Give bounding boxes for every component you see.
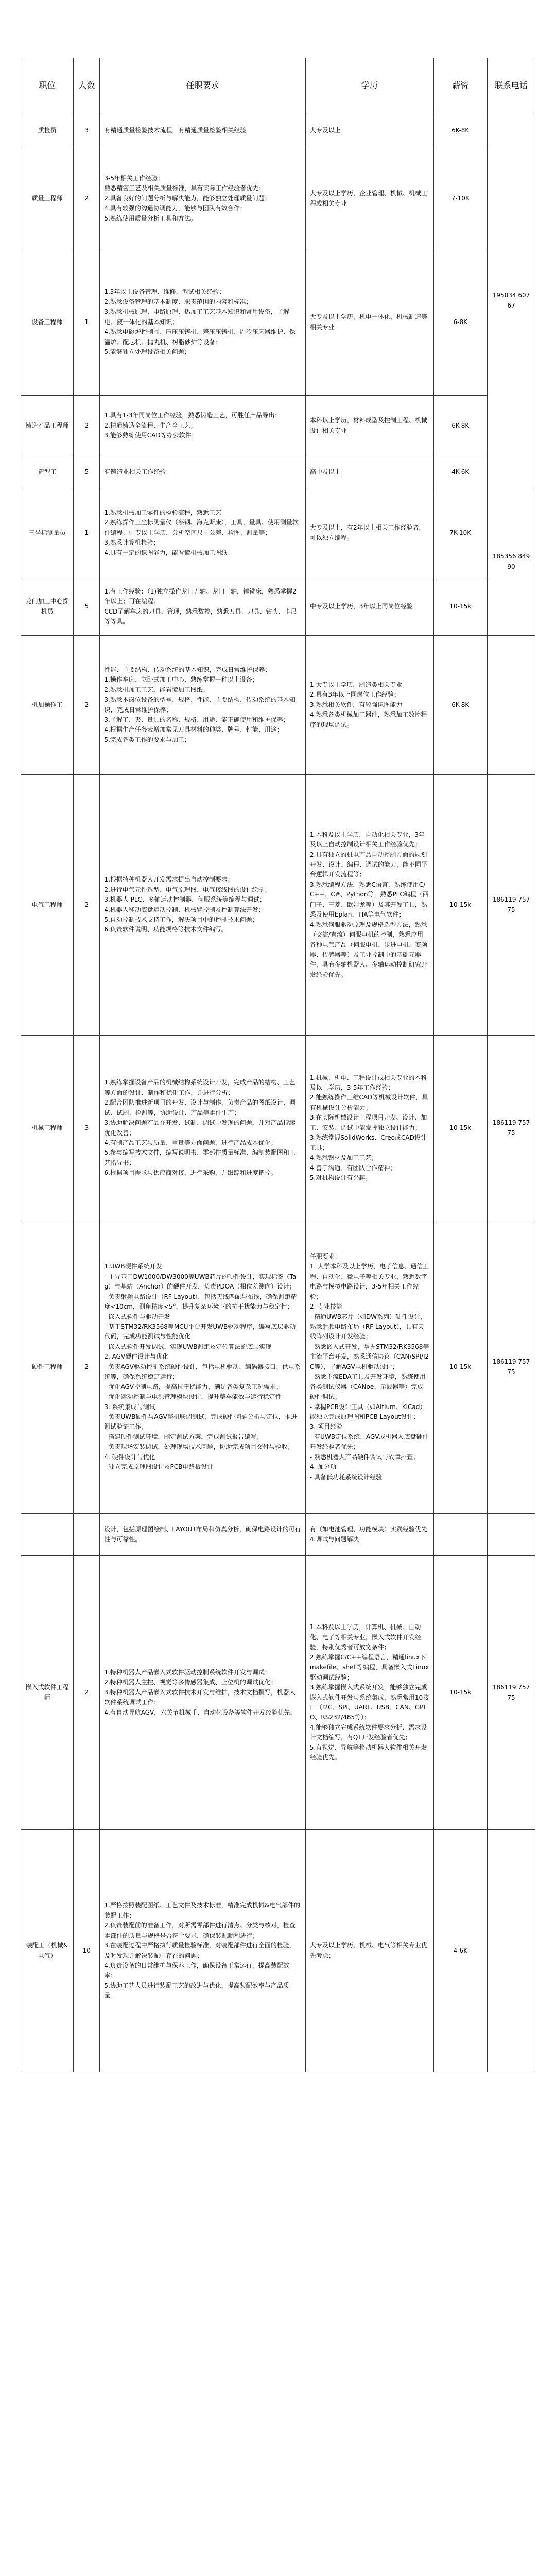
cell-count: 5 <box>74 456 100 488</box>
requirement-line: 3-5年相关工作经验； <box>104 174 164 182</box>
education-line: 3.在实际机械设计工程项目开发、设计、加工、安装、调试中能发挥独立设计能力； <box>309 1114 427 1131</box>
requirement-line: 3.在装配过程中严格执行质量检验标准，对装配部件进行全面的检验，及时发现并解决装配中存在的问题； <box>104 1942 296 1959</box>
header-phone: 联系电话 <box>488 58 535 113</box>
cell-education <box>305 113 433 148</box>
education-line: 有（如电池管理、功能模块）实践经验优先 <box>309 1526 427 1533</box>
cell-phone <box>488 1514 535 1556</box>
cell-education <box>305 1514 433 1556</box>
requirement-line: - 嵌入式软件开发调试，实现UWB测距及定位算法的底层实现 <box>104 1343 272 1350</box>
education-line: 3. 项目经验 <box>309 1423 343 1431</box>
education-line: - 有UWB定位系统、AGV或机器人底盘硬件开发经验者优先； <box>309 1433 429 1451</box>
education-line: 4.能够独立完成系统软件要求分析、需求设计文档编写，有QT开发经验者优先； <box>309 1723 427 1741</box>
cell-requirements <box>100 148 306 249</box>
requirement-line: 2. AGV硬件设计与优化 <box>104 1353 169 1361</box>
requirement-line: 1.严格按照装配图纸、工艺文件及技术标准，精准完成机械&电气部件的装配工作； <box>104 1902 301 1919</box>
table-row <box>21 1556 535 1830</box>
cell-count: 1 <box>74 249 100 396</box>
requirement-line: - 搭建硬件测试环境，制定测试方案，完成测试报告编写； <box>104 1433 263 1440</box>
cell-position: 嵌入式软件工程师 <box>21 1556 74 1830</box>
education-line: 2.能熟练操作三维CAD等机械设计软件，具有机械设计分析能力； <box>309 1094 428 1111</box>
table-header-row <box>21 58 535 113</box>
cell-phone: 186119 75775 <box>488 1556 535 1830</box>
requirement-line: CCD了解车床的刀具、管理，熟悉数控，熟悉刀具、刀具、钻头、卡尺等等具。 <box>104 607 297 625</box>
cell-count: 1 <box>74 488 100 578</box>
education-line: 3.熟练掌握SolidWorks、Creo或CAD设计工具； <box>309 1134 427 1151</box>
cell-education <box>305 636 433 775</box>
education-line: 4.善于沟通、有团队合作精神； <box>309 1164 396 1172</box>
requirement-line: 4.有制产品工艺与质量、重量等方面问题，进行产品成本优化； <box>104 1139 277 1146</box>
requirement-line: 3.能够熟练使用CAD等办公软件； <box>104 432 198 439</box>
cell-position: 硬件工程师 <box>21 1221 74 1514</box>
requirement-line: 3.特种机器人产品嵌入式软件技术开发与维护，技术文档撰写，机器人软件系统调试工作； <box>104 1688 296 1706</box>
requirement-line: 1.有工作经验：（1)独立操作龙门五轴、龙门三轴，镗铣床，熟悉掌握2年以上；可在编程、 <box>104 587 297 605</box>
requirement-line: 3.了解工、夹、量具的名称、规格、用途、能正确使用和维护保养； <box>104 716 289 723</box>
cell-salary: 10-15k <box>433 1036 488 1221</box>
cell-requirements <box>100 113 306 148</box>
education-line: 2.具有独立的机电产品自动控制方面的规划开发、设计、编程、调试的能力，能不同平台逻辑开发流程等； <box>309 851 427 878</box>
cell-position: 设备工程师 <box>21 249 74 396</box>
cell-requirements <box>100 1514 306 1556</box>
cell-phone: 186119 75775 <box>488 1221 535 1514</box>
cell-requirements <box>100 249 306 396</box>
table-row <box>21 1514 535 1556</box>
education-line: 5.有视觉、导航等移动机器人软件相关开发经验优先。 <box>309 1743 427 1761</box>
cell-salary: 6K-8K <box>433 636 488 775</box>
cell-salary: 10-15k <box>433 775 488 1036</box>
education-line: 中专及以上学历，3年以上同岗位经验 <box>309 602 413 610</box>
education-line: 大专及以上学历，企业管理、机械、机械工程或相关专业 <box>309 190 427 207</box>
education-line: 4.熟悉伺服驱动原理及规格选型方法，熟悉（交流/直流）伺服电机的控制，熟悉应用各种电气产品（伺服电机、步进电机、变频器、传感器等）及工业控制中的基础元器件，具有多轴机器人、多轴运动控制研究开发经验优先。 <box>309 921 427 978</box>
cell-salary: 7-10K <box>433 148 488 249</box>
header-requirements: 任职要求 <box>100 58 306 113</box>
cell-count: 2 <box>74 1556 100 1830</box>
requirement-line: - 负责UWB硬件与AGV整机联调测试，完成硬件问题分析与定位，推进测试验证工作； <box>104 1413 297 1431</box>
requirement-line: 4. 硬件设计与优化 <box>104 1453 155 1461</box>
cell-salary: 10-15k <box>433 578 488 636</box>
requirement-line: - 优化运动控制与电源管理模块设计，提升整车能效与运行稳定性 <box>104 1393 282 1401</box>
job-listing-container <box>21 58 535 2072</box>
education-line: 1.本科及以上学历，计算机、机械、自动化、电子等相关专业，嵌入式软件开发经验，特别优秀者可放宽条件； <box>309 1623 421 1651</box>
cell-position <box>21 1514 74 1556</box>
education-line: - 熟悉主流EDA工具及开发环境，熟练使用各类测试仪器（CANoe、示波器等）完成硬件调试； <box>309 1373 426 1401</box>
requirement-line: 3.熟悉本岗位设备的型号、规格、性能、主要结构、传动系统的基本知识，完成日常维护保养； <box>104 696 296 714</box>
education-line: 3.熟练掌握嵌入式系统开发，能够独立完成嵌入式软件开发与系统集成，熟悉常用10接口（I2C、SPI、UART、USB、CAN、GPIO、RS232/485等）； <box>309 1684 429 1721</box>
requirement-line: 1.熟练掌握设备产品的机械结构系统设计开发，完成产品的结构、工艺等方面的设计、制作和优化工作，并进行分析； <box>104 1079 296 1096</box>
cell-requirements <box>100 396 306 456</box>
cell-position: 龙门加工中心操机员 <box>21 578 74 636</box>
table-row <box>21 396 535 456</box>
requirement-line: 4.有自动导航AGV，六关节机械手、自动化设备等软件开发经验优先。 <box>104 1708 297 1716</box>
requirement-line: 1.UWB硬件系统开发 <box>104 1263 162 1270</box>
table-row <box>21 775 535 1036</box>
requirement-line: 4.机器人移动底盘运动控制、机械臂控制及控制算法开发； <box>104 906 265 913</box>
requirement-line: 5.熟练使用质量分析工具和方法。 <box>104 214 197 222</box>
cell-count: 2 <box>74 396 100 456</box>
requirement-line: 1.操作车床、立卧式加工中心、熟练掌握一种以上设备； <box>104 676 258 684</box>
education-line: 大专及以上学历，机械、电气等相关专业优先考虑； <box>309 1942 427 1959</box>
cell-education <box>305 148 433 249</box>
cell-phone <box>488 1830 535 2072</box>
education-line: 4.熟悉各类机械加工器件，熟悉加工数控程序的现场调试。 <box>309 711 427 728</box>
table-row <box>21 636 535 775</box>
education-line: - 熟悉机器人产品硬件调试与故障排查； <box>309 1453 420 1461</box>
education-line: - 精通UWB芯片（如DW系列）硬件设计，熟悉射频电路布局（RF Layout），具有天线阵列设计开发经验； <box>309 1313 427 1341</box>
cell-requirements <box>100 1036 306 1221</box>
requirement-line: - 独立完成原理图设计及PCB电路板设计 <box>104 1463 214 1471</box>
cell-requirements <box>100 578 306 636</box>
requirement-line: - 基于STM32/RK3568等MCU平台开发UWB驱动程序，编写底层驱动代码，完成功能测试与性能优化 <box>104 1323 296 1341</box>
cell-salary: 6K-8K <box>433 396 488 456</box>
education-line: 4. 加分项 <box>309 1463 337 1471</box>
cell-phone: 186119 75775 <box>488 1036 535 1221</box>
requirement-line: 3.机器人 PLC、多轴运动控制器、伺服系统等编程与调试； <box>104 896 266 904</box>
cell-count <box>74 1514 100 1556</box>
table-row <box>21 456 535 488</box>
requirement-line: 3. 系统集成与测试 <box>104 1403 155 1411</box>
table-row <box>21 249 535 396</box>
cell-position: 装配工（机械&电气） <box>21 1830 74 2072</box>
requirement-line: - 主导基于DW1000/DW3000等UWB芯片的硬件设计，实现标签（Tag）与基站（Anchor）的硬件开发，负责PDOA（相位差测向）设计； <box>104 1273 297 1291</box>
education-line: 2.具有3年以上同岗位工作经验； <box>309 691 401 699</box>
cell-education <box>305 456 433 488</box>
education-line: 4.调试与问题解决 <box>309 1535 359 1543</box>
cell-education <box>305 578 433 636</box>
cell-count: 3 <box>74 113 100 148</box>
cell-education <box>305 1556 433 1830</box>
cell-salary: 10-15k <box>433 1221 488 1514</box>
education-line: 大专及以上，有2年以上相关工作经验者，可以独立编程。 <box>309 524 425 541</box>
requirement-line: 2.熟练操作三坐标测量仪（蔡钢、海克斯康），工具，量具、使用测量软件编程、中专以上学历，分析空间尺寸公差、检图、测量等； <box>104 519 299 536</box>
education-line: 4.熟悉钢材及加工工艺； <box>309 1154 378 1162</box>
requirement-line: 有精通质量检验技术流程，有精通质量检验相关经验 <box>104 126 247 134</box>
table-row <box>21 1830 535 2072</box>
cell-education <box>305 488 433 578</box>
education-line: 1.本科及以上学历，自动化相关专业，3年及以上自动控制设计相关工作经验优先； <box>309 831 425 849</box>
cell-salary <box>433 1514 488 1556</box>
cell-education <box>305 1830 433 2072</box>
header-salary: 薪资 <box>433 58 488 113</box>
cell-requirements <box>100 1556 306 1830</box>
education-line: 大专及以上学历，机电一体化，机械制造等相关专业 <box>309 313 427 331</box>
education-line: 高中及以上 <box>309 468 341 476</box>
requirement-line: 3.熟悉机械原理、电路原理、热加工工艺基本知识和常用设备，了解电、液一体化的基本知识； <box>104 308 289 326</box>
cell-phone <box>488 636 535 775</box>
cell-salary: 4-6K <box>433 1830 488 2072</box>
cell-count: 5 <box>74 578 100 636</box>
education-line: - 具备低功耗系统设计经验 <box>309 1473 383 1481</box>
header-education: 学历 <box>305 58 433 113</box>
cell-position: 电气工程师 <box>21 775 74 1036</box>
requirement-line: - 嵌入式软件与驱动开发 <box>104 1313 170 1320</box>
cell-requirements <box>100 1830 306 2072</box>
cell-count: 3 <box>74 1036 100 1221</box>
header-count: 人数 <box>74 58 100 113</box>
requirement-line: 1.具有1-3年同岗位工作经验，熟悉铸造工艺，可胜任产品导出； <box>104 412 281 419</box>
requirement-line: 5.完成各类工作的要求与加工； <box>104 736 190 743</box>
requirement-line: 4.具有一定的识图能力，能看懂机械加工图纸 <box>104 549 228 556</box>
education-line: 2. 专业技能 <box>309 1303 343 1311</box>
cell-salary: 10-15k <box>433 1556 488 1830</box>
requirement-line: 4.负责设备的日常维护与保养工作，确保设备正常运行，提高装配效率； <box>104 1961 289 1979</box>
education-line: 3.熟悉相关软件，有较强识图能力 <box>309 701 403 708</box>
requirement-line: 6.根据项目需求与供应商对接，进行采购，并跟踪和进度把控。 <box>104 1169 277 1177</box>
table-row <box>21 113 535 148</box>
table-row <box>21 148 535 249</box>
cell-position: 机械工程师 <box>21 1036 74 1221</box>
cell-count: 2 <box>74 775 100 1036</box>
education-line: 1.机械、机电、工程设计或相关专业的本科及以上学历，3-5年工作经验； <box>309 1074 427 1092</box>
education-line: 1.大专以上学历，制造类相关专业 <box>309 681 403 688</box>
cell-position: 质检员 <box>21 113 74 148</box>
cell-position: 铸造产品工程师 <box>21 396 74 456</box>
education-line: - 掌握PCB设计工具（如Altium、KiCad），能独立完成原理图和PCB Layout设计； <box>309 1403 429 1420</box>
requirement-line: 5.参与编写技术文件，编写说明书、零部件质量标准、编制装配图和工艺指导书； <box>104 1149 296 1166</box>
cell-education <box>305 249 433 396</box>
job-table <box>21 58 535 2072</box>
table-row <box>21 1036 535 1221</box>
education-line: 5.对机构设计有兴趣。 <box>309 1174 372 1181</box>
requirement-line: 1.根据特种机器人开发需求提出自动控制要求； <box>104 876 234 884</box>
requirement-line: 5.协助工艺人员进行装配工艺的改进与优化，提高装配效率与产品质量。 <box>104 1981 289 1999</box>
requirement-line: - 负责AGV驱动控制系统硬件设计，包括电机驱动、编码器接口、供电系统等，确保系统稳定运行； <box>104 1363 301 1381</box>
table-row <box>21 488 535 578</box>
requirement-line: 有铸造业相关工作经验 <box>104 468 166 476</box>
requirement-line: 5.自动控制技术支持工作，解决项目中的控制技术问题； <box>104 916 258 923</box>
cell-phone: 186119 75775 <box>488 775 535 1036</box>
education-line: 2.熟练掌握C/C++编程语言，精通linux下makefile、shell等编程，具备嵌入式Linux驱动调试经验； <box>309 1653 429 1681</box>
cell-position: 造型工 <box>21 456 74 488</box>
requirement-line: 2.熟悉设备管理的基本制度、职责范围的内容和标准； <box>104 298 252 306</box>
requirement-line: 2.负责装配前的准备工作，对所需零部件进行清点、分类与核对，检查零部件的质量与规格是否符合要求，确保装配顺利进行； <box>104 1922 296 1939</box>
requirement-line: 2.精通铸造全流程、生产全工艺； <box>104 421 197 429</box>
education-line: 任职要求： <box>309 1252 341 1260</box>
cell-salary: 4K-6K <box>433 456 488 488</box>
requirement-line: 5.能够独立处理设备相关问题； <box>104 348 190 356</box>
requirement-line: 熟悉精密工艺及相关质量标准，具有实际工作经验者优先； <box>104 184 265 192</box>
requirement-line: 1.3年以上设备管理、维修、调试相关经验； <box>104 288 225 296</box>
requirement-line: - 负责现场安装调试，处理现场技术问题，协助完成项目交付与验收； <box>104 1443 294 1451</box>
requirement-line: 4.熟悉电磁炉控制阀、压压压铸机、差压压铸机、周冷压床器维护、保温炉、配芯机、抛丸机、树脂砂炉等设备； <box>104 328 296 346</box>
cell-position: 三坐标测量员 <box>21 488 74 578</box>
education-line: 本科以上学历，材料成型及控制工程、机械设计相关专业 <box>309 417 427 434</box>
cell-requirements <box>100 1221 306 1514</box>
cell-requirements <box>100 456 306 488</box>
cell-count: 2 <box>74 1221 100 1514</box>
requirement-line: 性能、主要结构、传动系统的基本知识，完成日常维护保养； <box>104 666 271 673</box>
requirement-line: 2.熟悉机加工工艺，能看懂加工图纸； <box>104 686 209 693</box>
cell-phone: 195034 60767 <box>488 113 535 488</box>
education-line: 3.熟悉编程方法，熟悉C语言，熟练使用C/C++、C#、Python等，熟悉PLC编程（西门子、三菱、欧姆龙等）及其开发工具，熟悉及使用Eplan、TIA等电气软件； <box>309 880 429 919</box>
education-line: - 熟悉嵌入式开发，掌握STM32/RK3568等主流平台开发，熟悉通信协议（CAN/SPI/I2C等），了解AGV电机驱动设计； <box>309 1343 429 1370</box>
requirement-line: 3.协助解决问题产品在开发、试制、调试中发现的问题，并对产品持续优化改善； <box>104 1119 296 1137</box>
table-body <box>21 113 535 2072</box>
header-position: 职位 <box>21 58 74 113</box>
requirement-line: 2.特种机器人主控、视觉等多传感器集成、上位机的调试优化； <box>104 1679 277 1686</box>
cell-count: 2 <box>74 148 100 249</box>
cell-education <box>305 1221 433 1514</box>
requirement-line: 设计，包括原理图绘制、LAYOUT布局和仿真分析，确保电路设计的可行性与可靠性。 <box>104 1526 301 1543</box>
cell-count: 10 <box>74 1830 100 2072</box>
education-line: 大专及以上 <box>309 126 341 134</box>
cell-requirements <box>100 636 306 775</box>
cell-position: 机加操作工 <box>21 636 74 775</box>
requirement-line: 1.特种机器人产品嵌入式软件驱动控制系统软件开发与调试； <box>104 1668 271 1676</box>
requirement-line: 1.熟悉机械加工零件的检验流程，熟悉工艺 <box>104 509 221 516</box>
cell-education <box>305 775 433 1036</box>
cell-position: 质量工程师 <box>21 148 74 249</box>
cell-salary: 6K-8K <box>433 113 488 148</box>
requirement-line: 6.负责软件说明、功能规格等技术文件编写。 <box>104 926 228 934</box>
cell-education <box>305 396 433 456</box>
cell-requirements <box>100 775 306 1036</box>
requirement-line: 3.熟悉计算机检验； <box>104 539 160 547</box>
requirement-line: 2.具备良好的问题分析与解决能力，能够独立处理质量问题； <box>104 194 271 202</box>
requirement-line: 2.配合团队推进新项目的开发、设计与制作，负责产品的图纸设计、调试、试制、检测等，协助设计、产品等零件生产； <box>104 1099 296 1116</box>
requirement-line: 4.具有较强的沟通协调能力，能够与团队有效合作； <box>104 205 246 212</box>
cell-education <box>305 1036 433 1221</box>
table-row <box>21 1221 535 1514</box>
table-row <box>21 578 535 636</box>
requirement-line: - 优化AGV控制电路，提高抗干扰能力，满足各类复杂工况需求； <box>104 1383 282 1391</box>
cell-salary: 7K-10K <box>433 488 488 578</box>
requirement-line: - 负责射频电路设计（RF Layout），包括天线匹配与布线，确保测距精度<10cm，测角精度<5°，提升复杂环境下的抗干扰能力与稳定性； <box>104 1293 297 1311</box>
cell-salary: 6-8K <box>433 249 488 396</box>
cell-phone: 185356 84990 <box>488 488 535 636</box>
cell-count: 2 <box>74 636 100 775</box>
education-line: 1. 大学本科及以上学历，电子信息、通信工程、自动化、微电子等相关专业，熟悉数字电路与模拟电路设计，3-5年相关工作经验； <box>309 1263 429 1300</box>
cell-requirements <box>100 488 306 578</box>
requirement-line: 4.根据生产任务表增加常见刀具材料的种类、牌号、性能、用途； <box>104 726 283 734</box>
requirement-line: 2.进行电气元件选型、电气原理图、电气接线图的设计绘制； <box>104 886 271 893</box>
